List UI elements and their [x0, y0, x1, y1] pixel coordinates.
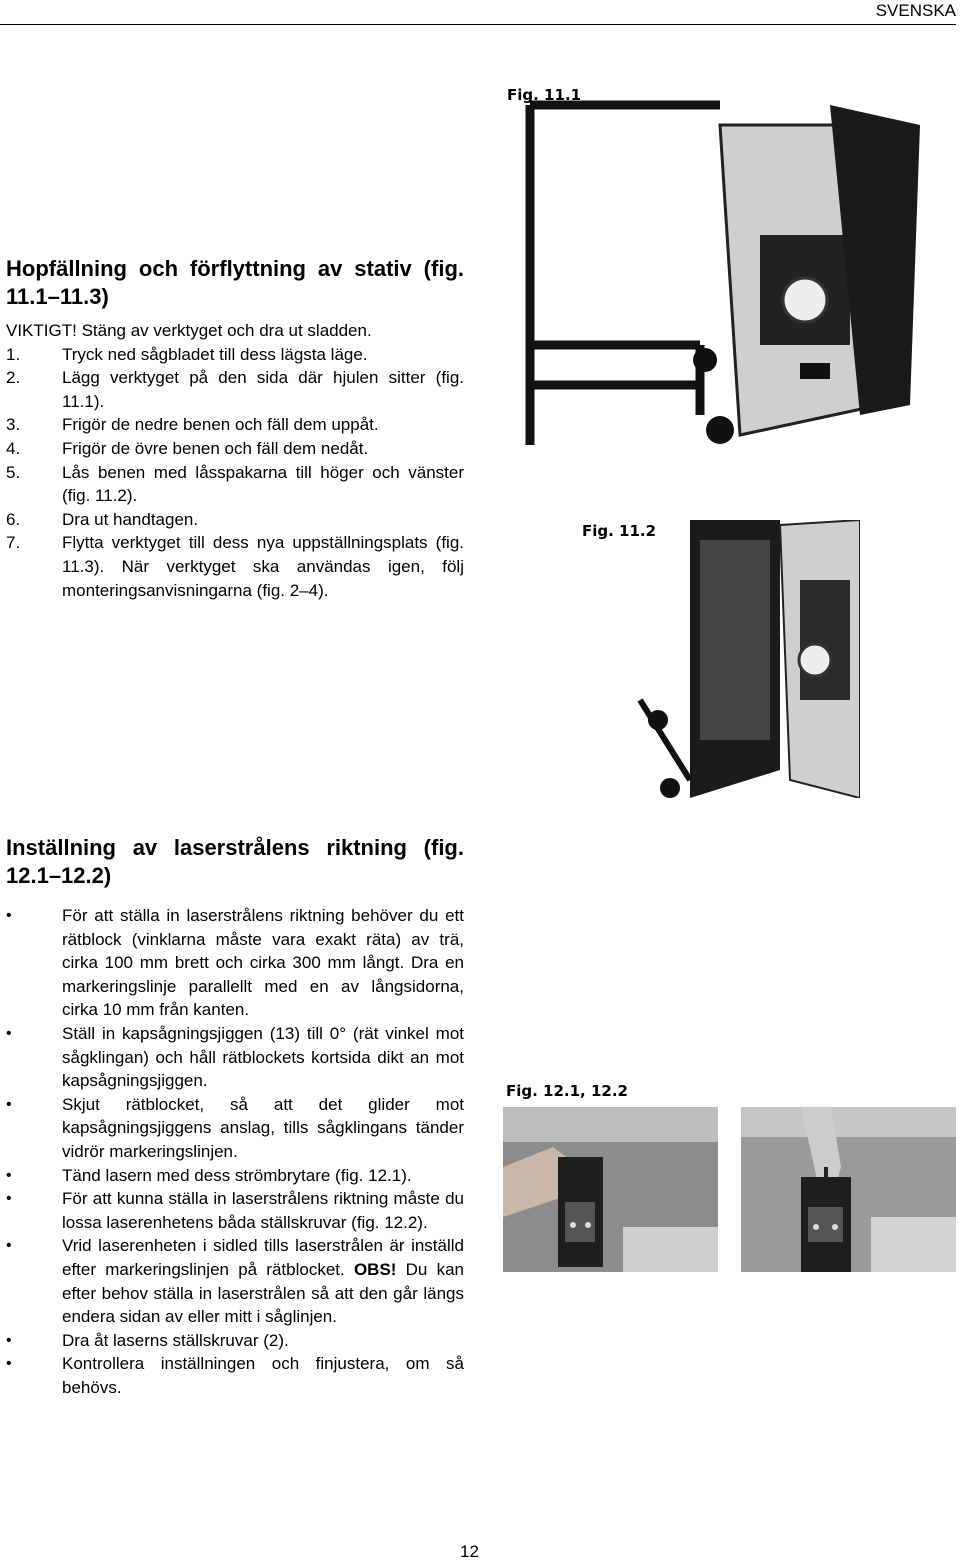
bullet-text-bold: OBS! [353, 1259, 397, 1279]
bullet-text-part: Du kan efter behov ställa in laserstrålen så att den går längs endera sidan av eller mitt i såglinjen. [62, 1259, 464, 1327]
bullet-dot-icon: • [6, 1166, 12, 1184]
step-text: Tryck ned sågbladet till dess lägsta läge. [62, 344, 368, 364]
figure-11-2-photo [630, 520, 860, 798]
figure-12-1-photo [503, 1107, 718, 1272]
figure-11-1-photo [500, 85, 920, 470]
figure-label: Fig. 12.1, 12.2 [506, 1082, 628, 1100]
figure-label: Fig. 11.2 [582, 522, 657, 540]
bullet-text [62, 1093, 464, 1164]
important-label: VIKTIGT! [6, 321, 77, 340]
bullet-list [6, 904, 464, 1399]
step-number: 5. [6, 462, 21, 482]
bullet-text-part: Vrid laserenheten i sidled tills laserstrålen är inställd efter markeringslinjen på rätblocket. [62, 1236, 464, 1279]
bullet-text [62, 904, 464, 1022]
bullet-item [6, 1022, 464, 1093]
bullet-text [62, 1234, 464, 1328]
step-text: Flytta verktyget till dess nya uppställningsplats (fig. 11.3). När verktyget ska användas igen, följ monteringsanvisningarna (fig. 2–4). [62, 533, 464, 600]
bullet-text-part: Dra åt laserns ställskruvar (2). [62, 1330, 289, 1350]
bullet-text-part: Tänd lasern med dess strömbrytare (fig. 12.1). [62, 1165, 412, 1185]
bullet-dot-icon: • [6, 907, 12, 924]
important-text: Stäng av verktyget och dra ut sladden. [76, 321, 372, 340]
section-heading: Inställning av laserstrålens riktning (fig. 12.1–12.2) [6, 835, 464, 888]
step-text: Lås benen med låsspakarna till höger och vänster (fig. 11.2). [62, 462, 464, 506]
figure-12-2-photo [741, 1107, 956, 1272]
bullet-item [6, 904, 464, 1022]
bullet-text-part: För att ställa in laserstrålens riktning behöver du ett rätblock (vinklarna måste vara exakt räta) av trä, cirka 100 mm brett och cirka 300 mm långt. Dra en markeringslinje parallellt med en av långsidorna, cirka 10 mm från kanten. [62, 906, 464, 1020]
step-item [6, 366, 464, 413]
bullet-dot-icon: • [6, 1095, 12, 1113]
step-number: 2. [6, 368, 21, 388]
step-number: 6. [6, 509, 21, 529]
bullet-item [6, 1329, 464, 1353]
section-heading: Hopfällning och förflyttning av stativ (fig. 11.1–11.3) [6, 256, 464, 309]
bullet-dot-icon: • [6, 1024, 12, 1042]
important-note [6, 319, 464, 343]
step-text: Lägg verktyget på den sida där hjulen sitter (fig. 11.1). [62, 368, 464, 411]
bullet-dot-icon: • [6, 1331, 12, 1349]
bullet-text [62, 1187, 464, 1234]
bullet-text [62, 1022, 464, 1093]
section-laser [6, 834, 464, 1399]
bullet-text [62, 1164, 464, 1188]
step-number: 3. [6, 415, 21, 435]
bullet-item [6, 1187, 464, 1234]
bullet-item [6, 1234, 464, 1328]
bullet-item [6, 1164, 464, 1188]
bullet-item [6, 1093, 464, 1164]
step-item [6, 531, 464, 602]
bullet-dot-icon: • [6, 1190, 12, 1208]
step-item [6, 413, 464, 437]
header-language: SVENSKA [0, 0, 956, 25]
bullet-text-part: Kontrollera inställningen och finjustera, om så behövs. [62, 1354, 464, 1397]
page-number: 12 [460, 1542, 479, 1561]
step-number: 7. [6, 533, 21, 553]
bullet-text-part: Skjut rätblocket, så att det glider mot kapsågningsjiggens anslag, tills sågklingans tänder vidrör markeringslinjen. [62, 1094, 464, 1161]
step-number: 4. [6, 438, 21, 458]
steps-list [6, 343, 464, 603]
figure-label: Fig. 11.1 [507, 86, 582, 104]
bullet-item [6, 1352, 464, 1399]
step-text: Dra ut handtagen. [62, 509, 199, 529]
step-text: Frigör de övre benen och fäll dem nedåt. [62, 438, 369, 458]
section-fold-stand [6, 255, 464, 602]
step-text: Frigör de nedre benen och fäll dem uppåt. [62, 415, 379, 435]
step-item [6, 437, 464, 461]
bullet-text-part: För att kunna ställa in laserstrålens riktning måste du lossa laserenhetens båda ställskruvar (fig. 12.2). [62, 1189, 464, 1232]
bullet-text-part: Ställ in kapsågningsjiggen (13) till 0° (rät vinkel mot sågklingan) och håll rätblockets kortsida dikt an mot kapsågningsjiggen. [62, 1023, 464, 1091]
step-item [6, 343, 464, 367]
bullet-dot-icon: • [6, 1237, 12, 1255]
bullet-text [62, 1352, 464, 1399]
bullet-text [62, 1329, 464, 1353]
bullet-dot-icon: • [6, 1355, 12, 1373]
step-item [6, 508, 464, 532]
step-number: 1. [6, 344, 21, 364]
step-item [6, 461, 464, 508]
